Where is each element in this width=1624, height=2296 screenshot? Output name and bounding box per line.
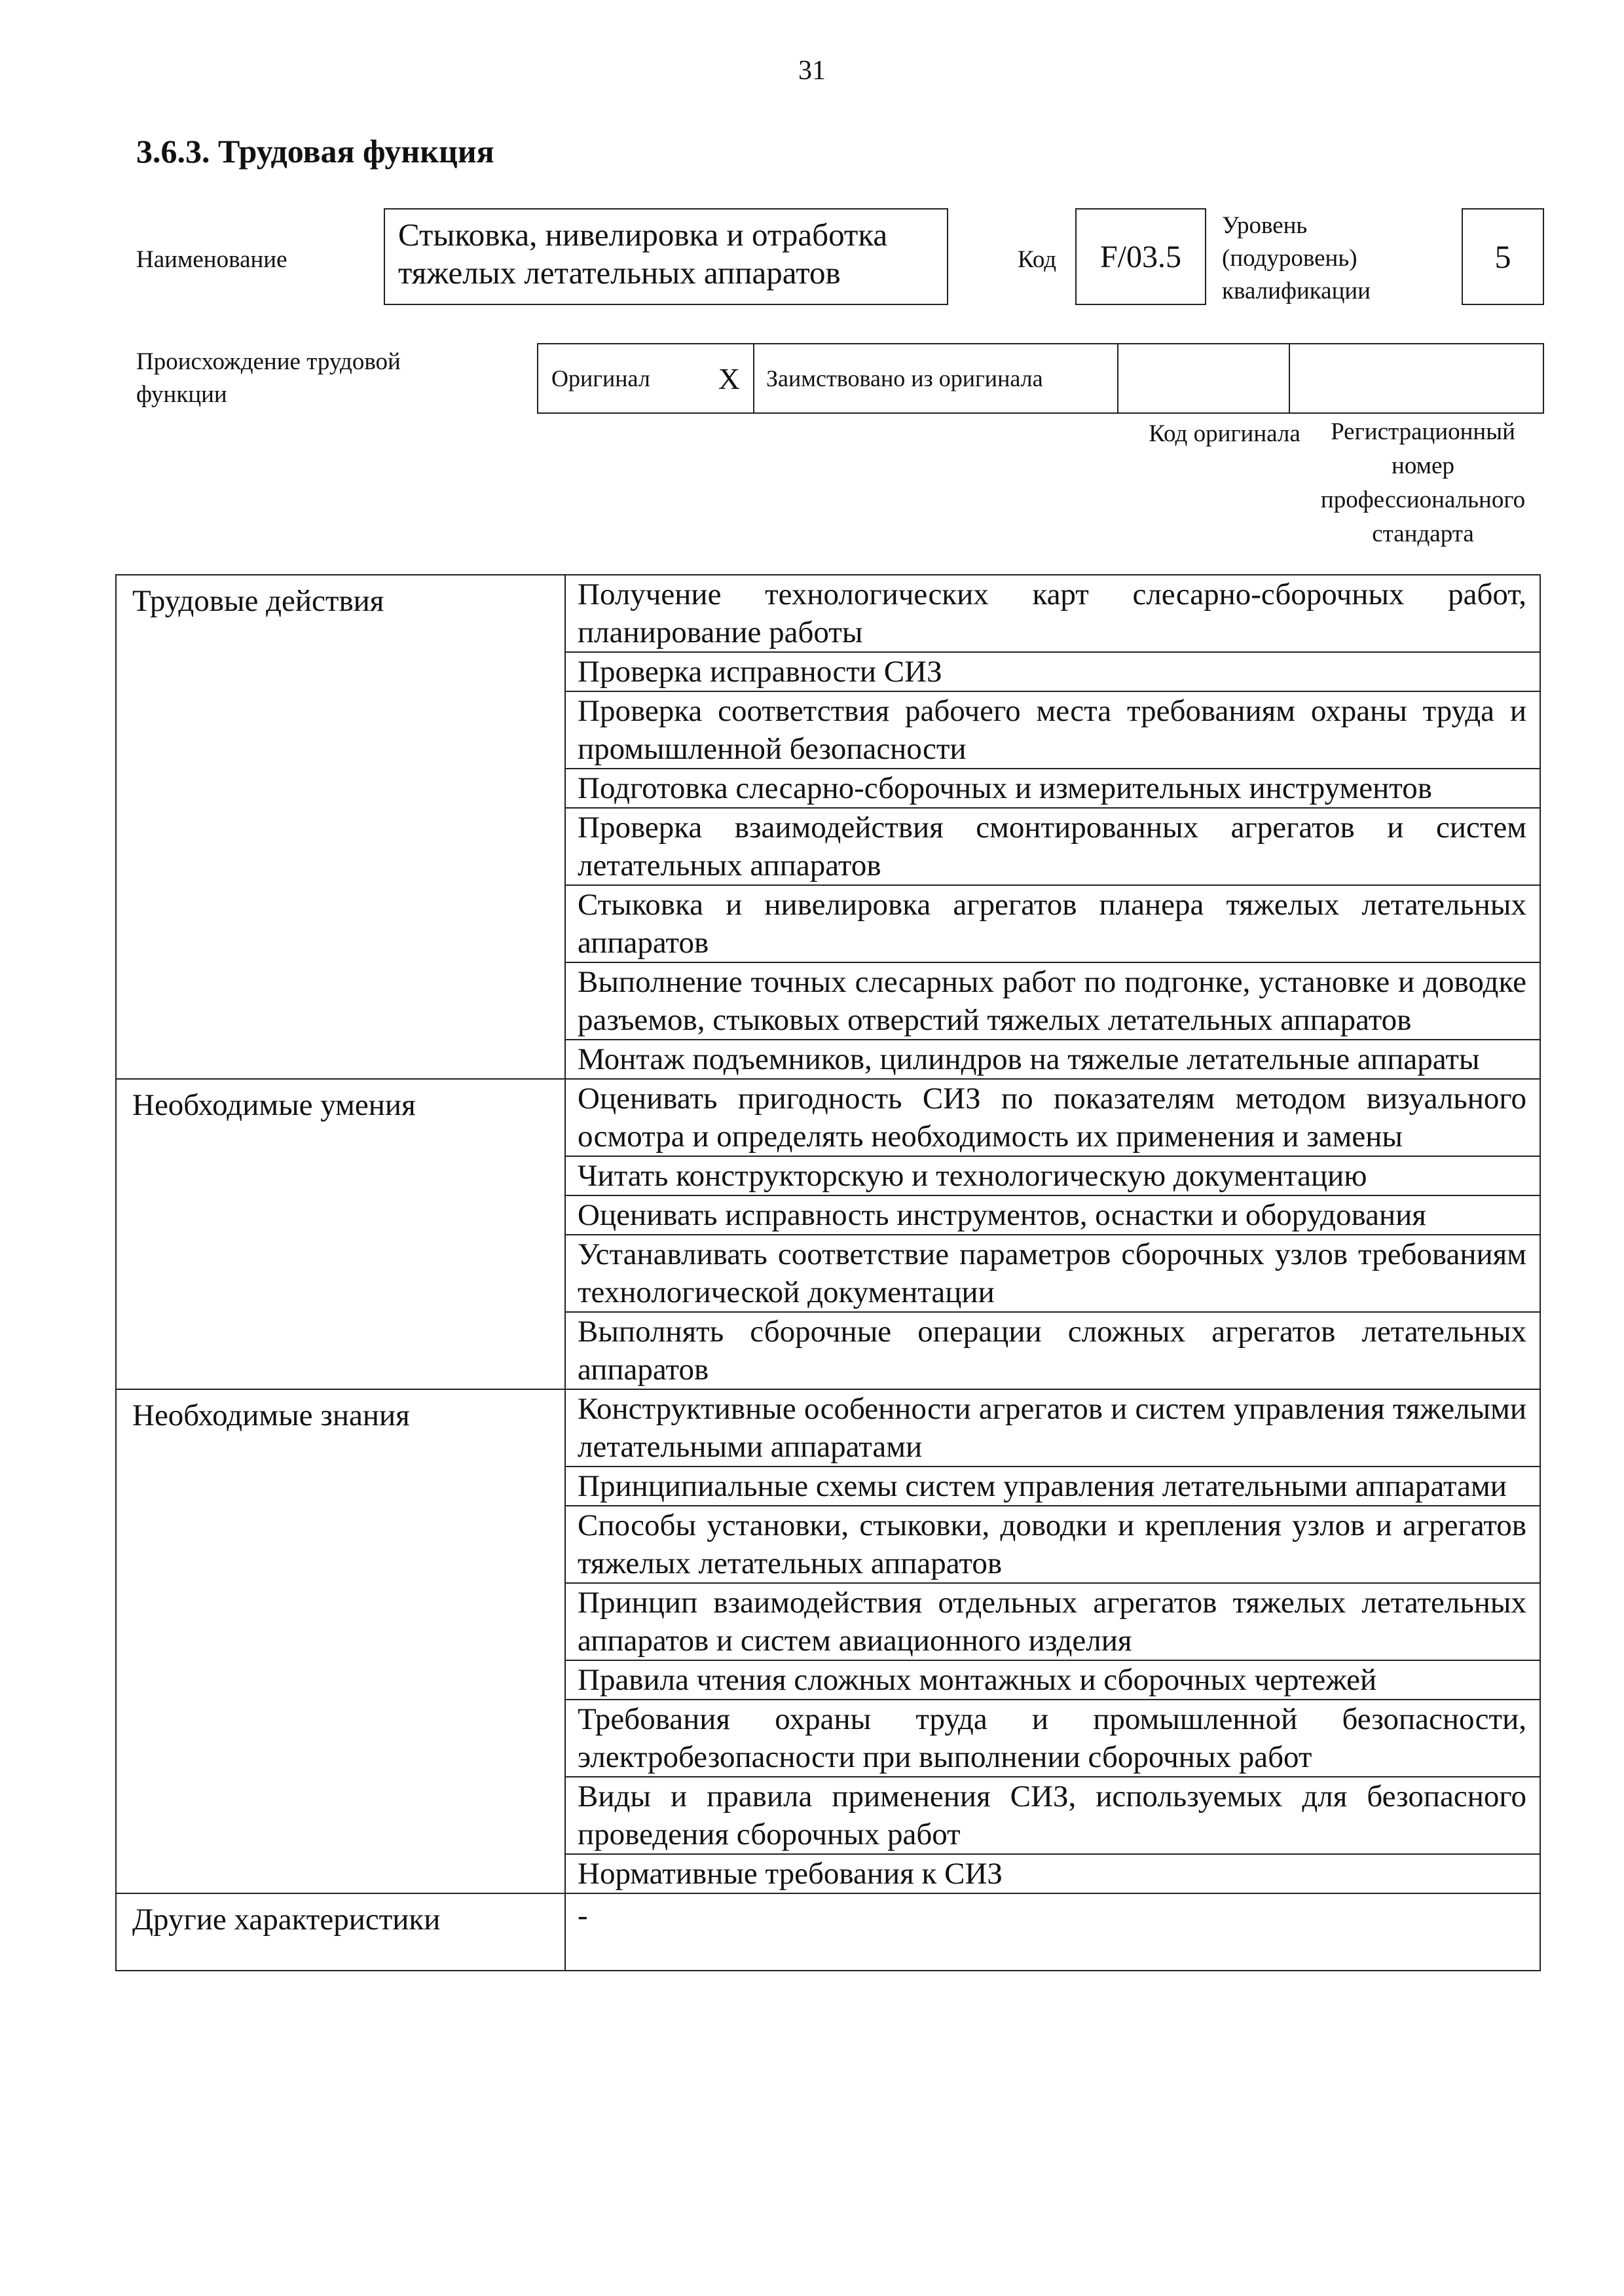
- origin-borrowed-cell: [754, 344, 1118, 412]
- list-item: Требования охраны труда и промышленной безопасности, электробезопасности при выполнении сборочных работ: [565, 1700, 1540, 1777]
- list-item: Проверка исправности СИЗ: [565, 652, 1540, 691]
- list-item: Проверка взаимодействия смонтированных агрегатов и систем летательных аппаратов: [565, 808, 1540, 885]
- list-item: Выполнять сборочные операции сложных агрегатов летательных аппаратов: [565, 1312, 1540, 1389]
- labor-function-table: [115, 574, 1541, 1971]
- function-name-box: Стыковка, нивелировка и отработка тяжелых летательных аппаратов: [384, 208, 948, 305]
- origin-borrowed-label: Заимствовано из оригинала: [766, 365, 1043, 392]
- table-row: [116, 1389, 1540, 1467]
- list-item: Устанавливать соответствие параметров сборочных узлов требованиям технологической документации: [565, 1235, 1540, 1312]
- name-label: Наименование: [136, 246, 287, 273]
- page-number: 31: [798, 56, 826, 86]
- section-title: 3.6.3. Трудовая функция: [136, 133, 494, 170]
- list-item: Нормативные требования к СИЗ: [565, 1854, 1540, 1893]
- origin-original-label: Оригинал: [551, 365, 650, 392]
- section-title-cell: Другие характеристики: [116, 1893, 565, 1971]
- origin-label: Происхождение трудовой функции: [136, 348, 401, 408]
- table-row: [116, 575, 1540, 652]
- function-code-box: F/03.5: [1075, 208, 1206, 305]
- section-title-cell: Необходимые умения: [116, 1079, 565, 1389]
- list-item: Оценивать пригодность СИЗ по показателям методом визуального осмотра и определять необходимость их применения и замены: [565, 1079, 1540, 1156]
- origin-code-cell: [1118, 344, 1290, 412]
- qualification-level-box: 5: [1462, 208, 1544, 305]
- list-item: Монтаж подъемников, цилиндров на тяжелые летательные аппараты: [565, 1040, 1540, 1079]
- list-item: Проверка соответствия рабочего места требованиям охраны труда и промышленной безопасности: [565, 691, 1540, 769]
- origin-row: [537, 343, 1544, 414]
- origin-code-caption: Код оригинала: [1149, 420, 1301, 447]
- section-title-cell: Необходимые знания: [116, 1389, 565, 1893]
- origin-original-mark: X: [718, 361, 740, 395]
- list-item: -: [565, 1893, 1540, 1971]
- origin-original-cell: [538, 344, 754, 412]
- list-item: Виды и правила применения СИЗ, используемых для безопасного проведения сборочных работ: [565, 1777, 1540, 1854]
- table-row: [116, 1893, 1540, 1971]
- level-label: Уровень (подуровень) квалификации: [1222, 212, 1371, 304]
- list-item: Конструктивные особенности агрегатов и систем управления тяжелыми летательными аппаратами: [565, 1389, 1540, 1467]
- origin-reg-number-cell: [1290, 344, 1543, 412]
- list-item: Подготовка слесарно-сборочных и измерительных инструментов: [565, 769, 1540, 808]
- table-row: [116, 1079, 1540, 1156]
- list-item: Получение технологических карт слесарно-сборочных работ, планирование работы: [565, 575, 1540, 652]
- section-title-cell: Трудовые действия: [116, 575, 565, 1079]
- list-item: Читать конструкторскую и технологическую документацию: [565, 1156, 1540, 1195]
- origin-reg-caption: Регистрационный номер профессионального стандарта: [1320, 418, 1526, 547]
- code-label: Код: [1018, 246, 1057, 273]
- list-item: Принципиальные схемы систем управления летательными аппаратами: [565, 1467, 1540, 1506]
- list-item: Выполнение точных слесарных работ по подгонке, установке и доводке разъемов, стыковых отверстий тяжелых летательных аппаратов: [565, 962, 1540, 1040]
- list-item: Оценивать исправность инструментов, оснастки и оборудования: [565, 1195, 1540, 1235]
- list-item: Способы установки, стыковки, доводки и крепления узлов и агрегатов тяжелых летательных аппаратов: [565, 1506, 1540, 1583]
- list-item: Принцип взаимодействия отдельных агрегатов тяжелых летательных аппаратов и систем авиационного изделия: [565, 1583, 1540, 1660]
- list-item: Стыковка и нивелировка агрегатов планера тяжелых летательных аппаратов: [565, 885, 1540, 962]
- list-item: Правила чтения сложных монтажных и сборочных чертежей: [565, 1660, 1540, 1700]
